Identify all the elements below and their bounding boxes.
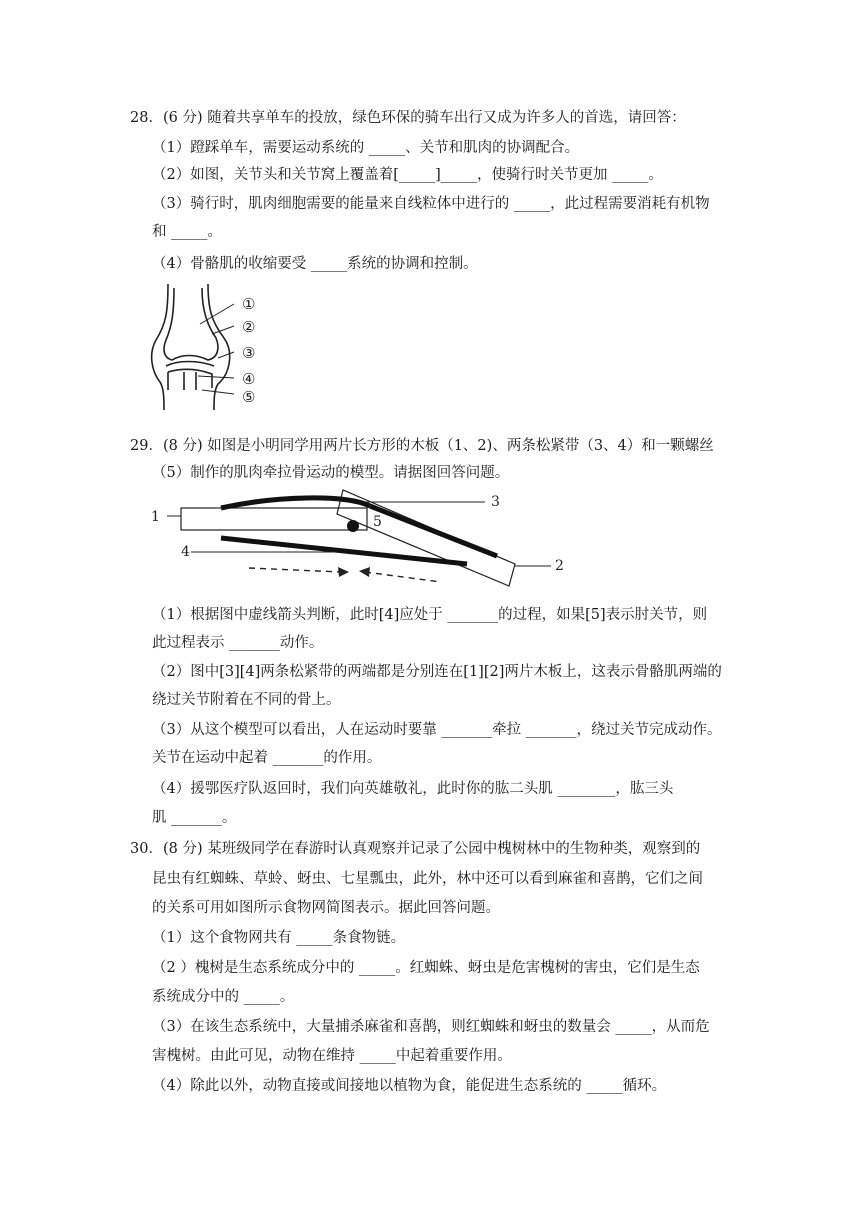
q29-sub2b: 绕过关节附着在不同的骨上。 — [152, 692, 341, 708]
q30-sub2b: 系统成分中的 _____。 — [152, 989, 295, 1005]
q28-sub1: （1）蹬踩单车，需要运动系统的 _____、关节和肌肉的协调配合。 — [152, 140, 580, 156]
band-4 — [221, 538, 467, 564]
screw-5 — [347, 520, 359, 532]
q29-sub4a: （4）援鄂医疗队返回时，我们向英雄敬礼，此时你的肱二头肌 ________，肱三头 — [152, 781, 674, 797]
q30-sub4: （4）除此以外，动物直接或间接地以植物为食，能促进生态系统的 _____循环。 — [152, 1078, 667, 1094]
q28-sub3a: （3）骑行时，肌肉细胞需要的能量来自线粒体中进行的 _____，此过程需要消耗有机物 — [152, 196, 710, 212]
board-1 — [181, 508, 367, 530]
q30-sub3b: 害槐树。由此可见，动物在维持 _____中起着重要作用。 — [152, 1048, 512, 1064]
q30-title-b: 昆虫有红蜘蛛、草蛉、蚜虫、七星瓢虫，此外，林中还可以看到麻雀和喜鹊，它们之间 — [152, 871, 703, 887]
joint-diagram — [138, 282, 278, 412]
model-label-3: 3 — [491, 494, 500, 510]
q29-sub1a: （1）根据图中虚线箭头判断，此时[4]应处于 _______的过程，如果[5]表示肘关节，则 — [152, 607, 708, 623]
q29-sub2a: （2）图中[3][4]两条松紧带的两端都是分别连在[1][2]两片木板上，这表示骨骼肌两端的 — [152, 664, 722, 680]
q28-sub3b: 和 _____。 — [152, 224, 222, 240]
model-label-4: 4 — [181, 544, 190, 560]
q28-sub2: （2）如图，关节头和关节窝上覆盖着[_____]_____，使骑行时关节更加 _____。 — [152, 167, 663, 183]
joint-label-5: ⑤ — [242, 388, 256, 406]
model-label-5: 5 — [373, 514, 382, 530]
joint-label-3: ③ — [242, 344, 256, 362]
q29-sub3a: （3）从这个模型可以看出，人在运动时要靠 _______牵拉 _______，绕过关节完成动作。 — [152, 722, 722, 738]
q30-title-c: 的关系可用如图所示食物网简图表示。据此回答问题。 — [152, 900, 500, 916]
joint-label-2: ② — [242, 318, 256, 336]
joint-label-1: ① — [242, 295, 256, 313]
q28-title: 28．(6 分) 随着共享单车的投放，绿色环保的骑车出行又成为许多人的首选，请回答： — [130, 110, 686, 126]
arrow-left — [359, 567, 370, 577]
q30-title-a: 30．(8 分) 某班级同学在春游时认真观察并记录了公园中槐树林中的生物种类，观察到的 — [130, 841, 701, 857]
band-3-part1 — [221, 498, 370, 508]
q29-title-b: （5）制作的肌肉牵拉骨运动的模型。请据图回答问题。 — [152, 465, 510, 481]
joint-label-4: ④ — [242, 370, 256, 388]
arrow-right — [338, 567, 349, 577]
muscle-model-diagram — [145, 488, 585, 598]
q29-sub1b: 此过程表示 _______动作。 — [152, 635, 324, 651]
q29-title-a: 29．(8 分) 如图是小明同学用两片长方形的木板（1、2)、两条松紧带（3、4）和一颗螺丝 — [130, 438, 714, 454]
q30-sub1: （1）这个食物网共有 _____条食物链。 — [152, 930, 406, 946]
band-3-part2 — [370, 506, 497, 556]
model-label-2: 2 — [555, 558, 564, 574]
q28-sub4: （4）骨骼肌的收缩要受 _____系统的协调和控制。 — [152, 256, 478, 272]
q29-sub4b: 肌 _______。 — [152, 810, 237, 826]
q30-sub3a: （3）在该生态系统中，大量捕杀麻雀和喜鹊，则红蜘蛛和蚜虫的数量会 _____，从而危 — [152, 1019, 710, 1035]
model-label-1: 1 — [151, 509, 160, 525]
q30-sub2a: （2 ）槐树是生态系统成分中的 _____。红蜘蛛、蚜虫是危害槐树的害虫，它们是生态 — [152, 960, 700, 976]
q29-sub3b: 关节在运动中起着 _______的作用。 — [152, 750, 382, 766]
